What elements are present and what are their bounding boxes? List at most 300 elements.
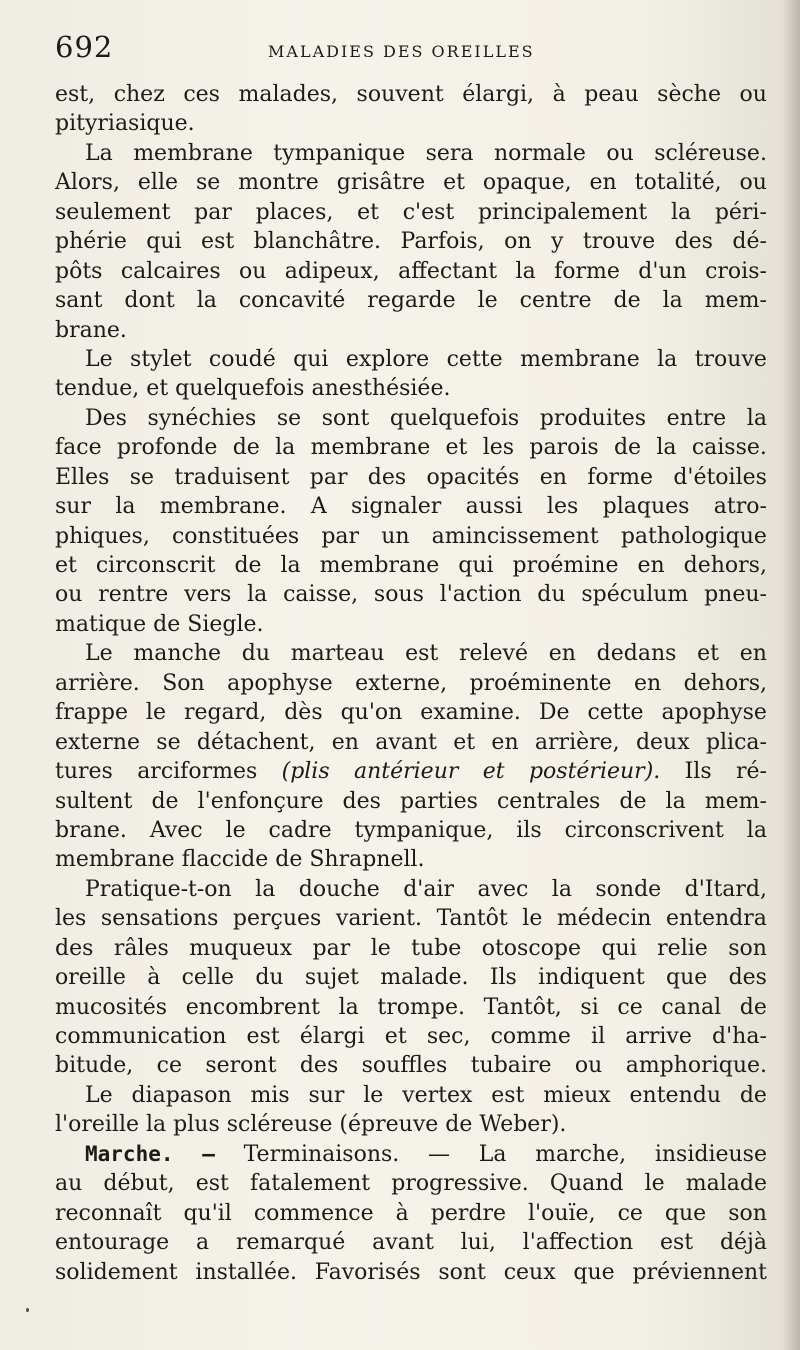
word: tympanique, [354,817,494,843]
word: par [321,523,360,549]
word: la [255,876,276,902]
text-line [55,1169,767,1198]
word: la [275,435,296,461]
word: Avec [149,817,203,843]
word: arrière. [55,670,140,696]
word: la [665,788,686,814]
word: ou [739,170,767,196]
word: parties [400,788,478,814]
word: trouve [582,229,656,255]
word: frappe [55,700,128,726]
word: Le [85,1082,113,1108]
text-line [55,963,767,992]
word: mis [250,1082,290,1108]
word: qu'on [340,700,403,726]
word: est [201,229,235,255]
word: Tantôt [436,906,508,932]
word: que [664,1200,707,1226]
word: la [196,288,217,314]
word: malade [685,1171,767,1197]
word: ce [617,1200,643,1226]
word: et [453,729,476,755]
word: blanchâtre. [253,229,382,255]
word: ou [739,82,767,107]
word: entourage [55,1230,170,1256]
text-line [55,168,767,197]
word: le [145,700,166,726]
word: est [659,1230,694,1256]
word: sensations [100,906,219,932]
word: concavité [238,288,346,314]
word: en [548,641,576,667]
word: diapason [131,1082,232,1108]
word: coudé [208,346,276,372]
word: bitude, [55,1053,134,1079]
word: peau [584,82,639,107]
word: Parfois, [400,229,485,255]
text-line [55,522,767,551]
text-line [55,139,767,168]
text-line [55,345,767,374]
word: sur [55,494,91,520]
word: d'air [403,876,455,902]
word: — [428,1141,450,1167]
word: l'oreille [55,1112,139,1138]
word: qui [146,229,182,255]
word: la [115,494,136,520]
word: mieux [543,1082,611,1108]
word: indiquent [538,965,645,991]
word: reconnaît [55,1200,162,1226]
word: pathologique [620,523,767,549]
text-line [55,904,767,933]
word: La [478,1141,507,1167]
word: Tantôt, [483,994,562,1020]
word: normale [493,140,586,166]
word: ou [239,258,267,284]
word: dedans [596,641,677,667]
word: l'ouïe, [528,1200,596,1226]
word: mucosités [55,994,168,1020]
word: et [384,1024,407,1049]
word: sèche [657,82,721,107]
word: la [656,435,677,461]
word: se [156,729,181,755]
word: crois- [705,258,767,284]
word: relie [657,935,708,961]
word: comme [490,1024,571,1049]
word: déjà [719,1230,767,1256]
word: de [613,288,641,314]
word: la [515,258,536,284]
word: face [55,435,102,461]
word: encombrent [185,994,320,1020]
word: tendue, [55,376,140,402]
word: Marche. [85,1141,174,1166]
word: à [395,1200,409,1226]
word: Ils [684,759,712,785]
word: Terminaisons. [243,1141,400,1167]
word: souffles [361,1053,448,1079]
word: d'Itard, [684,876,767,902]
text-line [55,816,767,845]
word: varient. [335,906,423,932]
word: opaque, [482,170,572,196]
word: qu'il [183,1200,232,1226]
word: entendra [665,906,767,932]
word: proéminente [469,670,612,696]
word: des [674,229,713,255]
word: dehors, [683,553,767,578]
word: début, [103,1171,175,1197]
word: et [55,553,77,578]
word: la [146,1112,167,1138]
word: marteau [290,641,385,667]
word: la [338,994,359,1020]
word: à [552,82,566,107]
word: sujet [304,965,360,991]
text-line [55,551,767,580]
word: sous [373,582,424,608]
word: brane. [55,317,127,343]
text-line [55,1051,767,1080]
word: de [739,1082,767,1108]
word: cette [587,700,644,726]
word: arrive [625,1024,692,1049]
word: sec, [426,1024,471,1049]
word: principalement [477,199,648,225]
word: chez [113,82,165,107]
word: examine. [420,700,521,726]
word: seront [205,1053,277,1079]
ink-speck [26,1308,29,1312]
word: Des [85,405,127,431]
word: membrane [310,435,431,461]
word: élargi [299,1024,365,1049]
word: cette [446,346,503,372]
word: des [55,935,94,961]
word: d'étoiles [673,464,767,490]
text-line [55,1258,767,1287]
text-line [55,728,767,757]
word: que [666,965,708,991]
word: anesthésiée. [311,376,451,402]
word: est [491,1082,525,1108]
word: insidieuse [654,1141,767,1167]
page-number: 692 [55,30,114,64]
word: sultent [55,788,133,814]
word: membrane. [159,494,287,520]
word: caisse. [691,435,767,461]
word: mem- [704,288,767,314]
word: le [522,906,543,932]
word: le [477,288,498,314]
word: tures [55,759,113,785]
word: flaccide [181,847,269,873]
word: totalité, [634,170,722,196]
word: plica- [705,729,767,755]
word: Elles [55,464,110,490]
word: celle [181,965,235,991]
word: montre [238,170,319,196]
word: mem- [704,788,767,814]
word: élargi, [462,82,535,107]
word: du [537,582,566,608]
word: arrière, [534,729,620,755]
word: (plis [281,759,330,785]
word: les [482,435,515,461]
word: membrane [133,140,253,166]
word: dès [284,700,323,726]
word: oreille [55,965,126,991]
word: l'affection [522,1230,634,1256]
word: grisâtre [336,170,426,196]
word: otoscope [481,935,582,961]
word: vertex [402,1082,473,1108]
word: trompe. [377,994,465,1020]
word: qui [601,935,637,961]
word: spéculum [581,582,689,608]
word: la [746,405,767,431]
word: de [234,553,262,578]
text-line [55,757,767,786]
text-line [55,845,767,874]
word: dé- [732,229,767,255]
word: au [55,1171,83,1197]
word: en [491,729,519,755]
word: signaler [351,494,442,520]
text-line [55,492,767,521]
word: synéchies [147,405,257,431]
word: du [241,641,270,667]
text-line [55,875,767,904]
word: et [482,759,505,785]
word: scléreuse. [654,140,767,166]
word: Quand [549,1171,624,1197]
word: circonscrivent [564,817,724,843]
word: dont [124,288,175,314]
text-line [55,610,767,639]
word: quelquefois [175,376,305,402]
word: la [746,817,767,843]
word: en [331,729,359,755]
word: et [443,170,465,196]
word: postérieur). [528,759,661,785]
word: centrales [496,788,601,814]
word: et [697,641,719,667]
word: pneu- [704,582,767,608]
word: perdre [430,1200,507,1226]
page-header [55,30,755,70]
word: amincissement [431,523,599,549]
text-line [55,463,767,492]
text-line [55,374,767,403]
word: remarqué [235,1230,346,1256]
word: externe [55,729,140,755]
word: souvent [356,82,444,107]
word: la [247,582,268,608]
word: pôts [55,258,103,284]
word: brane. [55,817,127,843]
word: est [246,1024,280,1049]
word: places, [255,199,334,225]
word: Son [162,670,205,696]
word: que [573,1259,615,1285]
word: malades, [238,82,339,107]
word: parois [529,435,599,461]
word: et [445,435,468,461]
text-line [55,1228,767,1257]
word: membrane [55,847,175,873]
word: amphorique. [625,1053,767,1079]
word: ces [183,82,220,107]
text-line [55,109,767,138]
word: Shrapnell. [309,847,425,873]
word: de [739,994,767,1020]
word: d'un [638,258,687,284]
word: quelquefois [389,405,520,431]
word: seulement [55,199,171,225]
word: et [357,199,379,225]
word: sont [321,405,370,431]
word: de [153,611,181,637]
text-line [55,198,767,227]
word: deux [635,729,690,755]
word: de [275,847,303,873]
word: ou [606,140,634,166]
word: y [550,229,564,255]
word: avec [477,876,529,902]
word: dehors, [683,670,767,696]
word: si [580,994,599,1020]
text-line [55,787,767,816]
word: en [739,641,767,667]
word: des [299,1053,339,1079]
word: vers [184,582,232,608]
word: sant [55,288,103,314]
word: produites [539,405,647,431]
word: A [310,494,327,520]
word: ré- [735,759,767,785]
word: sont [438,1259,486,1285]
word: péri- [714,199,767,225]
word: est, [55,82,96,107]
text-line [55,1110,767,1139]
word: Le [85,346,113,372]
word: douche [298,876,380,902]
word: le [225,817,246,843]
word: de [445,1112,473,1138]
word: externe, [355,670,448,696]
text-line [55,1081,767,1110]
word: l'enfonçure [197,788,324,814]
text-line [55,669,767,698]
word: manche [133,641,222,667]
word: rentre [98,582,169,608]
word: avant [375,729,437,755]
text-line [55,993,767,1022]
word: apophyse [661,700,767,726]
running-title: MALADIES DES OREILLES [268,42,535,61]
word: centre [519,288,592,314]
word: de [151,788,179,814]
word: de [232,435,260,461]
word: le [363,1082,384,1108]
word: lui, [460,1230,496,1256]
word: perçues [232,906,322,932]
word: arciformes [137,759,258,785]
word: Le [85,641,113,667]
word: et [146,376,169,402]
word: canal [661,994,722,1020]
word: constituées [171,523,300,549]
word: trouve [694,346,767,372]
word: forme [587,464,654,490]
word: stylet [130,346,192,372]
word: Pratique-t-on [85,876,232,902]
word: proémine [512,553,619,578]
word: antérieur [353,759,459,785]
text-line [55,404,767,433]
word: ils [516,817,542,843]
word: pityriasique. [55,111,195,137]
word: qui [293,346,329,372]
word: râles [113,935,169,961]
word: en [589,170,617,196]
text-line [55,286,767,315]
text-line [55,1199,767,1228]
word: la [670,199,692,225]
text-line [55,698,767,727]
word: matique [55,611,147,637]
word: scléreuse [226,1112,333,1138]
word: sur [308,1082,345,1108]
word: installée. [195,1259,297,1285]
word: — [202,1141,215,1166]
word: la [551,876,572,902]
word: la [662,288,683,314]
word: des [728,965,767,991]
word: cadre [268,817,332,843]
word: opacités [426,464,520,490]
word: ceux [503,1259,556,1285]
word: d'ha- [712,1024,767,1049]
word: traduisent [174,464,290,490]
word: par [194,199,232,225]
word: Ils [489,965,517,991]
word: communication [55,1024,227,1049]
word: les [55,906,87,932]
word: on [504,229,532,255]
word: Favorisés [314,1259,421,1285]
text-line [55,1022,767,1051]
word: se [276,405,302,431]
text-line [55,639,767,668]
word: phiques, [55,523,150,549]
word: relevé [458,641,528,667]
text-line [55,227,767,256]
word: il [591,1024,606,1049]
word: Alors, [55,170,120,196]
word: à [147,965,161,991]
word: forme [554,258,620,284]
word: de [613,435,642,461]
word: membrane [520,346,640,372]
word: muqueux [189,935,293,961]
text-line [55,316,767,345]
word: un [381,523,410,549]
word: est [405,641,439,667]
